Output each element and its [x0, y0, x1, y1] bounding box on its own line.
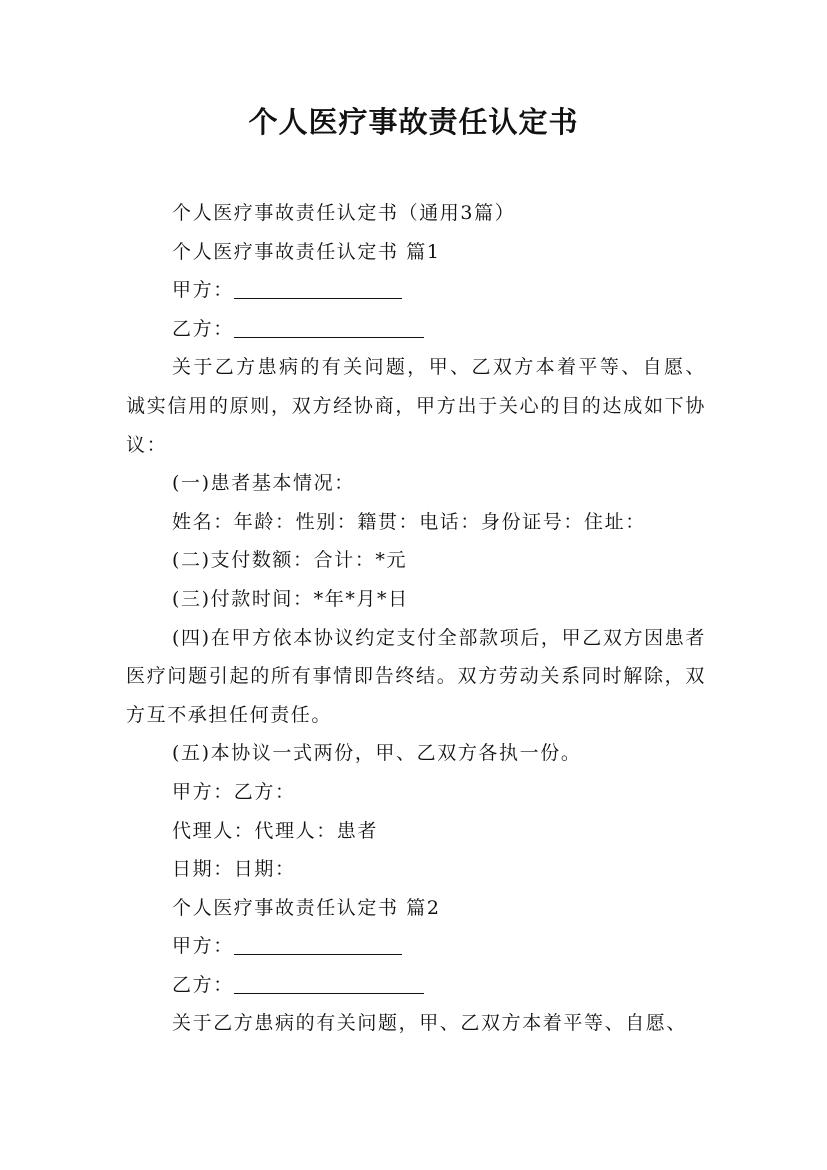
paragraph-signatures-parties: 甲方：乙方： — [172, 780, 296, 803]
party-a-blank-line — [234, 278, 402, 299]
paragraph-clause-4: (四)在甲方依本协议约定支付全部款项后，甲乙双方因患者医疗问题引起的所有事情即告终结。双方劳动关系同时解除，双方互不承担任何责任。 — [126, 626, 706, 726]
paragraph-clause-1: (一)患者基本情况： — [172, 472, 355, 495]
paragraph-subtitle: 个人医疗事故责任认定书（通用3篇） — [172, 202, 516, 224]
party-b-blank-line-2 — [234, 973, 424, 994]
paragraph-party-a-2 — [126, 927, 706, 966]
party-b-label: 乙方： — [172, 317, 234, 340]
paragraph-signatures-dates: 日期：日期： — [172, 858, 296, 881]
paragraph-signatures-agents: 代理人：代理人：患者 — [172, 819, 379, 842]
paragraph-patient-info: 姓名：年龄：性别：籍贯：电话：身份证号：住址： — [172, 510, 646, 533]
party-a-label: 甲方： — [172, 279, 234, 302]
paragraph-preamble: 关于乙方患病的有关问题，甲、乙双方本着平等、自愿、诚实信用的原则，双方经协商，甲方出于关心的目的达成如下协议： — [126, 356, 706, 456]
document-title: 个人医疗事故责任认定书 — [248, 105, 579, 139]
paragraph-section-2-heading: 个人医疗事故责任认定书 篇2 — [172, 896, 441, 919]
party-a-label-2: 甲方： — [172, 935, 234, 958]
paragraph-clause-3: (三)付款时间：*年*月*日 — [172, 587, 409, 610]
paragraph-section-1-heading: 个人医疗事故责任认定书 篇1 — [172, 240, 441, 263]
paragraph-preamble-2: 关于乙方患病的有关问题，甲、乙双方本着平等、自愿、 — [172, 1012, 688, 1035]
party-a-blank-line-2 — [234, 934, 402, 955]
paragraph-party-a — [126, 271, 706, 310]
document-body — [126, 194, 706, 1043]
paragraph-party-b-2 — [126, 966, 706, 1005]
paragraph-clause-2: (二)支付数额：合计：*元 — [172, 549, 408, 572]
paragraph-clause-5: (五)本协议一式两份，甲、乙双方各执一份。 — [172, 742, 582, 765]
party-b-label-2: 乙方： — [172, 973, 234, 996]
paragraph-party-b — [126, 310, 706, 349]
party-b-blank-line — [234, 317, 424, 338]
